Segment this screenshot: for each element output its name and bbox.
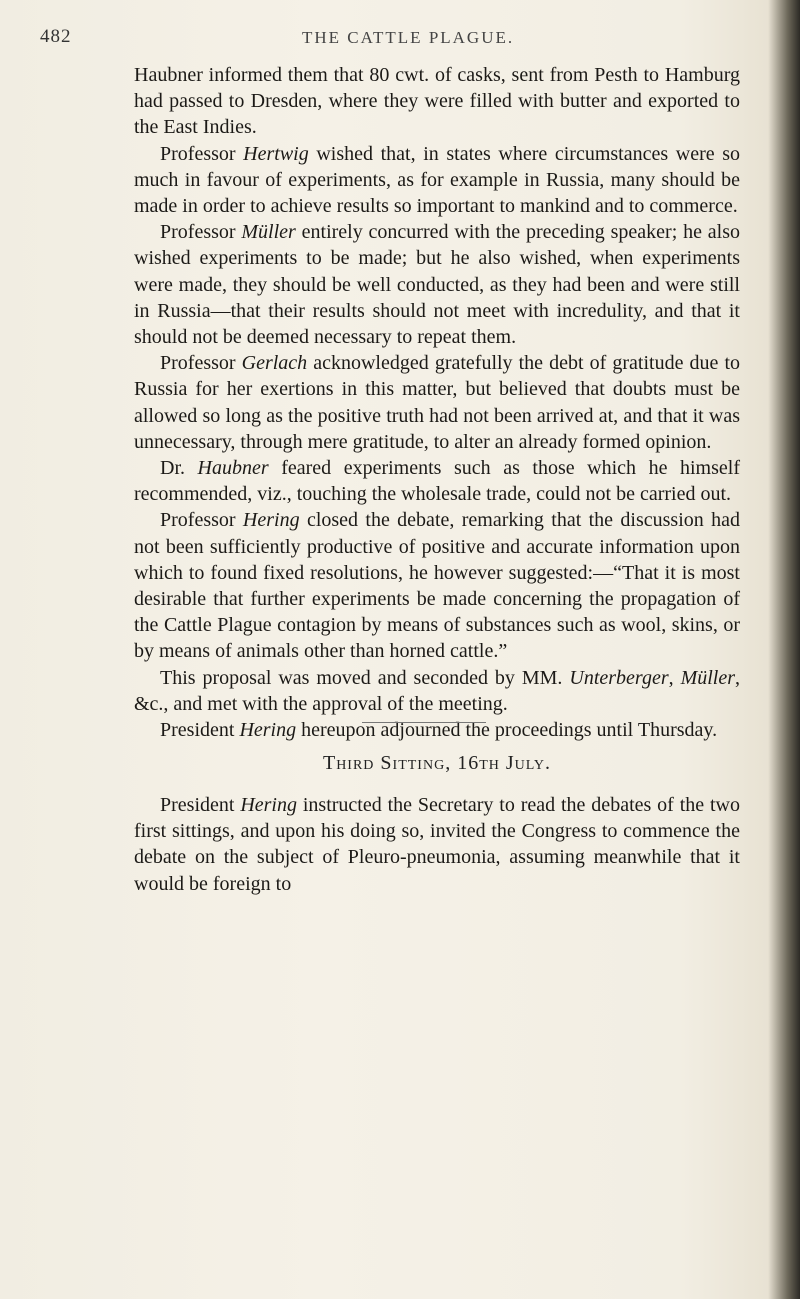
person-name: Hering [242,509,300,532]
text-segment: , &c., and met with the approval of the meeting. [134,666,741,715]
paragraph [134,141,740,220]
paragraph [134,350,740,455]
person-name: Haubner [197,457,269,480]
body-text [134,62,740,743]
paragraph [134,717,740,743]
text-segment: feared experiments such as those which he himself recommended, viz., touching the wholesale trade, could not be carried out. [134,457,740,506]
person-name: Hertwig [243,142,309,165]
paragraph [134,792,740,897]
person-name: Gerlach [241,352,308,375]
paragraph [134,62,740,141]
paragraph [134,665,740,717]
text-segment: acknowledged gratefully the debt of gratitude due to Russia for her exertions in this matter, but believed that doubts must be allowed so long as the positive truth had not been arrived at, and that it was unnecessary, through mere gratitude, to alter an already formed opinion. [134,352,741,453]
text-segment: Professor [160,221,242,244]
text-segment: Professor [160,352,242,375]
paragraph [134,219,740,350]
section-heading: Third Sitting, 16th July. [322,752,552,774]
text-segment: Professor [160,509,243,532]
running-title: THE CATTLE PLAGUE. [302,28,515,47]
text-segment: Professor [160,142,244,165]
text-segment: closed the debate, remarking that the discussion had not been sufficiently productive of positive and accurate information upon which to found fixed resolutions, he however suggested:—“That it is most desirable that further experiments be made concerning the propagation of the Cattle Plague contagion by means of substances such as wool, skins, or by means of animals other than horned cattle.” [134,509,740,663]
page-header [40,26,760,60]
person-name: Müller [680,666,736,689]
person-name: Hering [239,719,297,742]
section-text [134,792,740,897]
text-segment: wished that, in states where circumstances were so much in favour of experiments, as for example in Russia, many should be made in order to achieve results so important to mankind and to commerce. [134,142,740,218]
person-name: Unterberger [569,666,669,689]
page-number: 482 [40,26,72,47]
person-name: Hering [240,794,297,816]
text-segment: President [160,794,241,816]
text-segment: hereupon adjourned the proceedings until Thursday. [296,719,718,742]
section-divider [362,722,486,723]
text-segment: , [668,666,681,689]
text-segment: President [160,719,240,742]
paragraph [134,455,740,507]
person-name: Müller [241,221,296,244]
text-segment: Haubner informed them that 80 cwt. of casks, sent from Pesth to Hamburg had passed to Dresden, where they were filled with butter and exported to the East Indies. [134,64,740,139]
text-segment: Dr. [160,457,198,480]
paragraph [134,507,740,664]
text-segment: This proposal was moved and seconded by MM. [160,666,570,689]
text-segment: entirely concurred with the preceding speaker; he also wished experiments to be made; but he also wished, when experiments were made, they should be well conducted, as they had been and were still in Russia—that their results should not meet with incredulity, and that it should not be deemed necessary to repeat them. [134,221,740,349]
text-segment: instructed the Secretary to read the debates of the two first sittings, and upon his doing so, invited the Congress to commence the debate on the subject of Pleuro-pneumonia, assuming meanwhile that it would be foreign to [134,794,740,895]
